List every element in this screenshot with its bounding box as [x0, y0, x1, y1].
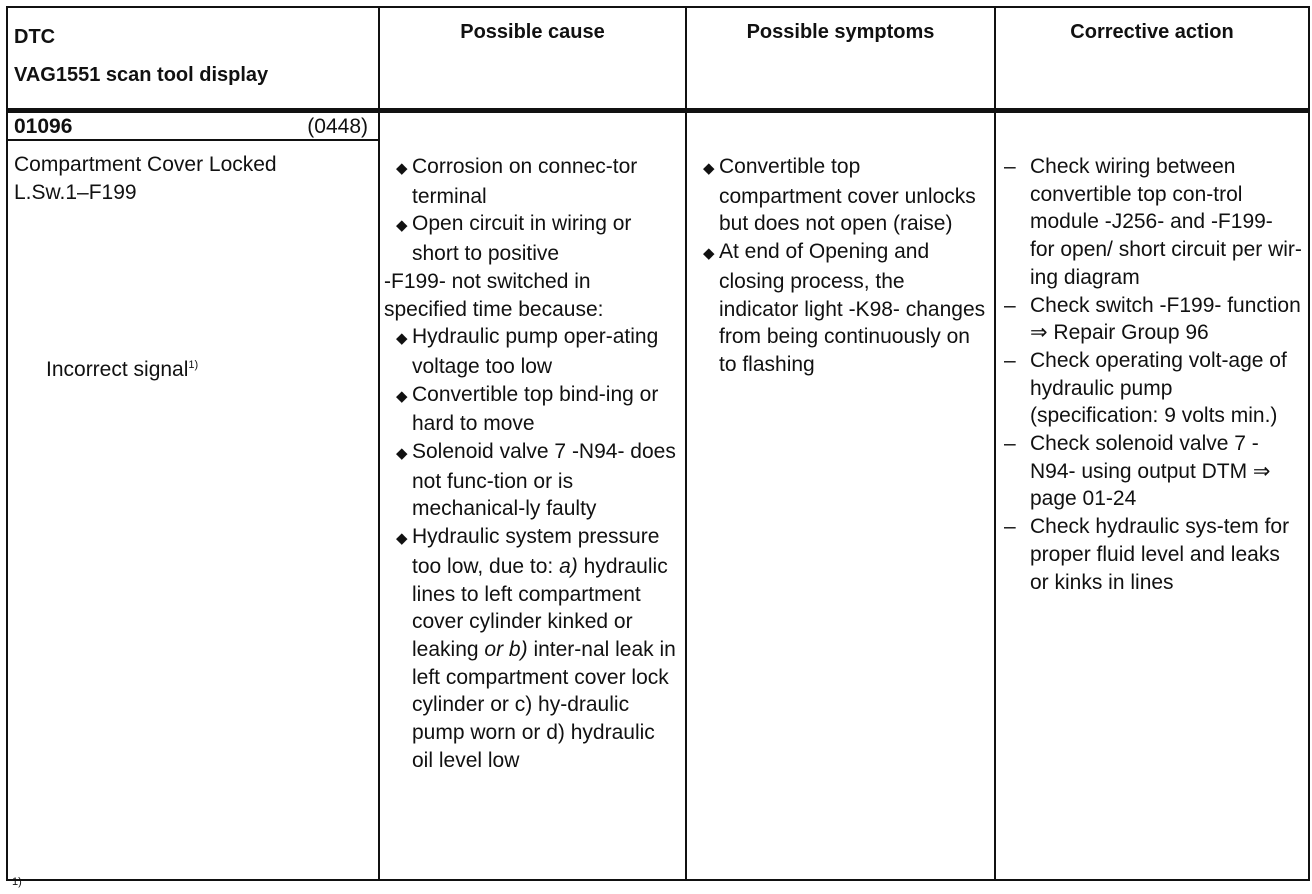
option-a-label: a) [559, 554, 578, 578]
diamond-bullet-icon: ◆ [396, 217, 408, 235]
list-item: ◆ At end of Opening and closing process, the indicator light -K98- changes from being continuously on to flashing [703, 240, 986, 376]
dtc-code-line [8, 113, 378, 139]
cause-list-wrapper [380, 113, 685, 774]
list-item: ◆ Open circuit in wiring or short to positive [396, 212, 632, 266]
diamond-bullet-icon: ◆ [703, 245, 715, 263]
dash-bullet-icon: – [1004, 293, 1016, 317]
option-b-label: or b) [484, 637, 528, 661]
list-item: ◆ Hydraulic system pressure too low, due to: a) hydraulic lines to left compartment cover cylinder kinked or leaking or b) inter-nal leak in left compartment cover lock cylinder or c) hy-draulic pump worn or d) hydraulic oil level low [396, 525, 676, 772]
symptom-list [697, 153, 986, 379]
header-row [7, 7, 1309, 111]
header-dtc-label: DTC [14, 26, 56, 48]
diamond-bullet-icon: ◆ [396, 530, 408, 548]
list-item: ◆ Convertible top compartment cover unlocks but does not open (raise) [703, 155, 976, 236]
dash-bullet-icon: – [1004, 155, 1016, 178]
diamond-bullet-icon: ◆ [396, 330, 408, 348]
header-possible-cause: Possible cause [379, 7, 686, 111]
diamond-bullet-icon: ◆ [396, 160, 408, 177]
action-list [1000, 153, 1302, 596]
dtc-subcode: (0448) [307, 115, 368, 138]
list-item: ◆ Hydraulic pump oper-ating voltage too low [396, 325, 659, 378]
dtc-description-line2: L.Sw.1–F199 [14, 180, 137, 204]
dash-bullet-icon: – [1004, 432, 1016, 456]
possible-cause-cell [379, 111, 686, 881]
list-item: ◆ Corrosion on connec-tor terminal [396, 155, 638, 208]
possible-symptoms-cell [686, 111, 995, 881]
action-list-wrapper [996, 113, 1308, 596]
header-scan-tool-label: VAG1551 scan tool display [14, 64, 269, 86]
dtc-signal [8, 206, 378, 384]
list-item: ◆ Convertible top bind-ing or hard to move [396, 382, 659, 436]
cause-list [390, 153, 677, 268]
list-item: – Check operating volt-age of hydraulic pump (specification: 9 volts min.) [1004, 348, 1287, 428]
diamond-bullet-icon: ◆ [396, 387, 408, 405]
dtc-code: 01096 [14, 115, 73, 138]
dash-bullet-icon: – [1004, 348, 1016, 372]
corrective-action-cell [995, 111, 1309, 881]
dtc-table [6, 6, 1310, 881]
footnote-mark: 1) [12, 876, 22, 888]
dtc-description-line1: Compartment Cover Locked [14, 153, 277, 176]
symptom-list-wrapper [687, 113, 994, 379]
diamond-bullet-icon: ◆ [703, 160, 715, 177]
cause-note: -F199- not switched in specified time because: [384, 269, 604, 321]
footnote-ref: 1) [188, 359, 199, 372]
cause-list-2 [390, 323, 677, 774]
diamond-bullet-icon: ◆ [396, 445, 408, 463]
dtc-signal-text: Incorrect signal [46, 358, 189, 382]
list-item: – Check wiring between convertible top con-trol module -J256- and -F199- for open/ short circuit per wir-ing diagram [1004, 155, 1302, 289]
header-possible-symptoms: Possible symptoms [686, 7, 995, 111]
header-corrective-action: Corrective action [995, 7, 1309, 111]
dash-bullet-icon: – [1004, 515, 1016, 539]
header-dtc [7, 7, 379, 111]
dtc-cell [7, 111, 379, 881]
list-item: ◆ Solenoid valve 7 -N94- does not func-tion or is mechanical-ly faulty [396, 440, 676, 521]
list-item: – Check hydraulic sys-tem for proper fluid level and leaks or kinks in lines [1004, 515, 1290, 594]
dtc-description [8, 141, 378, 206]
list-item: – Check solenoid valve 7 -N94- using output DTM ⇒ page 01-24 [1004, 432, 1271, 511]
table-row [7, 111, 1309, 881]
list-item: – Check switch -F199- function ⇒ Repair Group 96 [1004, 293, 1301, 345]
